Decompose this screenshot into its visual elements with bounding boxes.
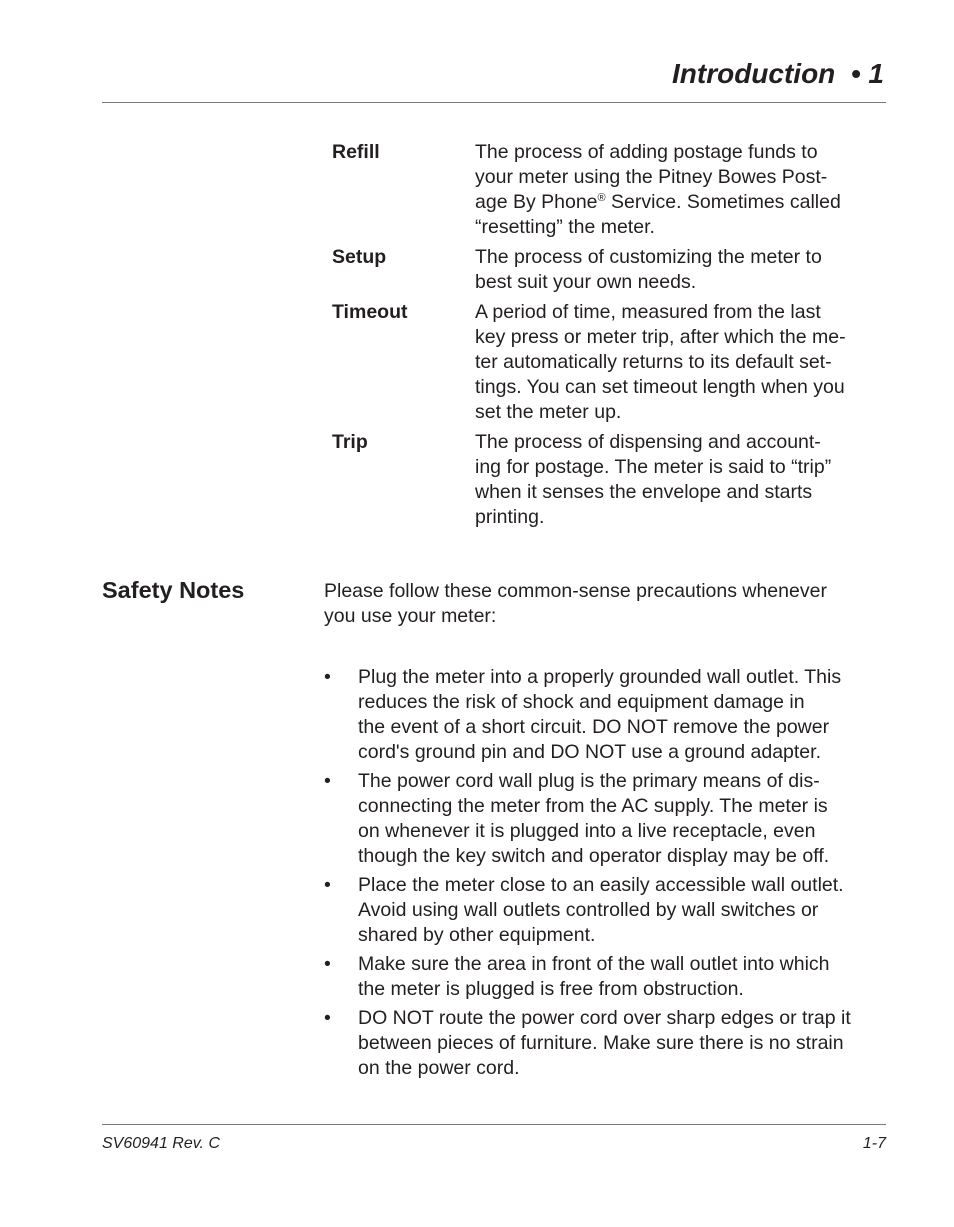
list-item [324,952,894,1002]
glossary-definition-text: The process of adding postage funds to your meter using the Pitney Bowes Post- age By Phone [475,141,828,213]
bullet-icon: • [324,770,331,792]
glossary-term: Timeout [332,301,408,323]
list-item [324,769,894,869]
glossary-entry-setup [332,245,892,295]
list-item-text: Plug the meter into a properly grounded wall outlet. This reduces the risk of shock and equipment damage in the event of a short circuit. DO NOT remove the power cord's ground pin and DO NOT use a ground adapter. [358,666,842,763]
bullet-icon: • [324,1007,331,1029]
glossary-entry-timeout [332,300,892,425]
glossary-term: Trip [332,431,368,453]
list-item-text: DO NOT route the power cord over sharp edges or trap it between pieces of furniture. Make sure there is no strain on the power cord. [358,1007,851,1079]
bullet-icon: • [324,953,331,975]
footer-divider [102,1124,886,1125]
section-heading-safety-notes: Safety Notes [102,577,245,603]
glossary-definition-text: Service. Sometimes called “resetting” the meter. [475,191,841,238]
glossary-definition [475,140,892,240]
list-item-text: Make sure the area in front of the wall outlet into which the meter is plugged is free from obstruction. [358,953,830,1000]
footer-page-number: 1-7 [862,1135,886,1152]
header-divider [102,102,886,103]
glossary-definition: The process of dispensing and account- ing for postage. The meter is said to “trip” when it senses the envelope and starts printing. [475,431,832,528]
glossary-entry-trip [332,430,892,530]
list-item-text: The power cord wall plug is the primary means of dis- connecting the meter from the AC supply. The meter is on whenever it is plugged into a live receptacle, even though the key switch and operator display may be off. [358,770,830,867]
registered-mark: ® [597,192,606,204]
list-item-text: Place the meter close to an easily accessible wall outlet. Avoid using wall outlets controlled by wall switches or shared by other equipment. [358,874,844,946]
page-header-title: Introduction • 1 [671,58,884,89]
footer-document-id: SV60941 Rev. C [102,1135,220,1152]
list-item [324,1006,894,1081]
bullet-icon: • [324,666,331,688]
list-item [324,873,894,948]
safety-intro-text: Please follow these common-sense precautions whenever you use your meter: [324,580,827,627]
glossary-term: Setup [332,246,387,268]
list-item [324,665,894,765]
safety-bullet-list [324,665,894,1085]
glossary-entry-refill [332,140,892,240]
glossary-definition: The process of customizing the meter to best suit your own needs. [475,246,822,293]
glossary-definition: A period of time, measured from the last key press or meter trip, after which the me- ter automatically returns to its default set- tings. You can set timeout length when you set the meter up. [475,301,846,423]
glossary-list [332,140,892,535]
bullet-icon: • [324,874,331,896]
glossary-term: Refill [332,141,380,163]
